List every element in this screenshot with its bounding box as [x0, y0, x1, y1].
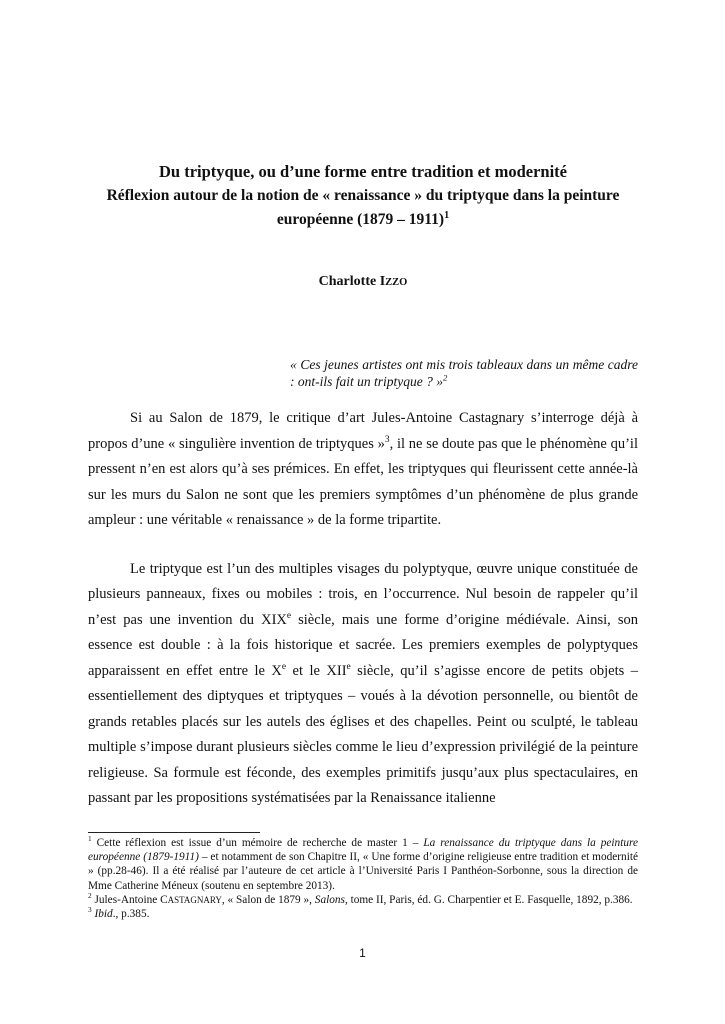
- author-last-smallcaps: ZZO: [385, 277, 408, 288]
- footnote-text: , « Salon de 1879 »,: [221, 893, 315, 906]
- title-block: [88, 160, 638, 232]
- century-superscript: e: [281, 661, 287, 672]
- page-number: 1: [359, 946, 366, 960]
- footnotes: [88, 836, 638, 921]
- footnote-3: [88, 907, 638, 921]
- footnote-italic-title: Ibid: [94, 908, 113, 921]
- paragraph-2-text-d: siècle, qu’il s’agisse encore de petits objets – essentiellement des diptyques et triptyques – voués à la dévotion personnelle, ou bientôt de grands retables placés sur les autels des églises et des chapelles. Peint ou sculpté, le tableau multiple s’impose durant plusieurs siècles comme le lieu d’expression privilégié de la peinture religieuse. Sa formule est féconde, des exemples primitifs jusqu’aux plus spectaculaires, en passant par les propositions systématisées par la Renaissance italienne: [88, 662, 638, 806]
- paragraph-2: [88, 557, 638, 812]
- century-superscript: e: [346, 661, 351, 672]
- footnote-2: [88, 893, 638, 907]
- footnote-text: ., p.385.: [112, 908, 150, 921]
- author-name: [88, 272, 638, 293]
- footnote-1: [88, 836, 638, 893]
- subtitle-line-2: européenne (1879 – 1911): [276, 211, 445, 228]
- footnote-separator: [88, 832, 260, 833]
- paragraph-2-text-c: et le XII: [286, 662, 347, 679]
- footnote-italic-title: Salons: [314, 893, 345, 906]
- body-text: [88, 406, 638, 812]
- footnote-text: Cette réflexion est issue d’un mémoire de recherche de master 1 –: [91, 837, 424, 849]
- footnote-text: Jules-Antoine C: [91, 893, 168, 906]
- paragraph-1-text-a: Si au Salon de 1879, le critique d’art Jules-Antoine Castagnary s’interroge déjà à propos d’une « singulière invention de triptyques »: [88, 410, 638, 452]
- paragraph-2-text-b: siècle, mais une forme d’origine médiévale. Ainsi, son essence est double : à la fois historique et sacrée. Les premiers exemples de polyptyques apparaissent en effet entre le X: [88, 611, 638, 679]
- footnote-number: 1: [88, 834, 92, 844]
- paragraph-2-text-a: Le triptyque est l’un des multiples visages du polyptyque, œuvre unique constituée de plusieurs panneaux, fixes ou mobiles : trois, en l’occurrence. Nul besoin de rappeler qu’il n’est pas une invention du XIX: [88, 560, 638, 628]
- footnote-italic-title: La renaissance du triptyque dans la peinture européenne (1879-1911): [88, 837, 638, 864]
- footnote-number: 3: [88, 905, 92, 915]
- footnote-text: , tome II, Paris, éd. G. Charpentier et E. Fasquelle, 1892, p.386.: [344, 893, 633, 906]
- paper-subtitle: [88, 184, 638, 232]
- subtitle-line-1: Réflexion autour de la notion de « renaissance » du triptyque dans la peinture: [106, 187, 620, 204]
- epigraph-text: « Ces jeunes artistes ont mis trois tableaux dans un même cadre : ont-ils fait un triptyque ? »: [290, 357, 638, 389]
- paper-title: Du triptyque, ou d’une forme entre tradition et modernité: [158, 162, 568, 181]
- footnote-ref-3[interactable]: 3: [384, 434, 390, 445]
- paragraph-1-text-b: , il ne se doute pas que le phénomène qu’il pressent n’en est alors qu’à ses prémices. En effet, les triptyques qui fleurissent cette année-là sur les murs du Salon ne sont que les premiers symptômes d’un phénomène de plus grande ampleur : une véritable « renaissance » de la forme tripartite.: [88, 435, 638, 528]
- paragraph-1: [88, 406, 638, 534]
- epigraph-quote: [290, 356, 638, 390]
- footnote-text: – et notamment de son Chapitre II, « Une forme d’origine religieuse entre tradition et modernité » (pp.28-46). Il a été réalisé par l’auteure de cet article à l’Université Paris I Panthéon-Sorbonne, sous la direction de Mme Catherine Méneux (soutenu en septembre 2013).: [88, 851, 638, 892]
- footnote-ref-1[interactable]: 1: [444, 209, 450, 221]
- footnote-ref-2[interactable]: 2: [443, 372, 448, 383]
- footnote-number: 2: [88, 891, 92, 901]
- century-superscript: e: [286, 610, 292, 621]
- author-first: Charlotte I: [318, 274, 386, 289]
- footnote-smallcaps: ASTAGNARY: [167, 894, 222, 905]
